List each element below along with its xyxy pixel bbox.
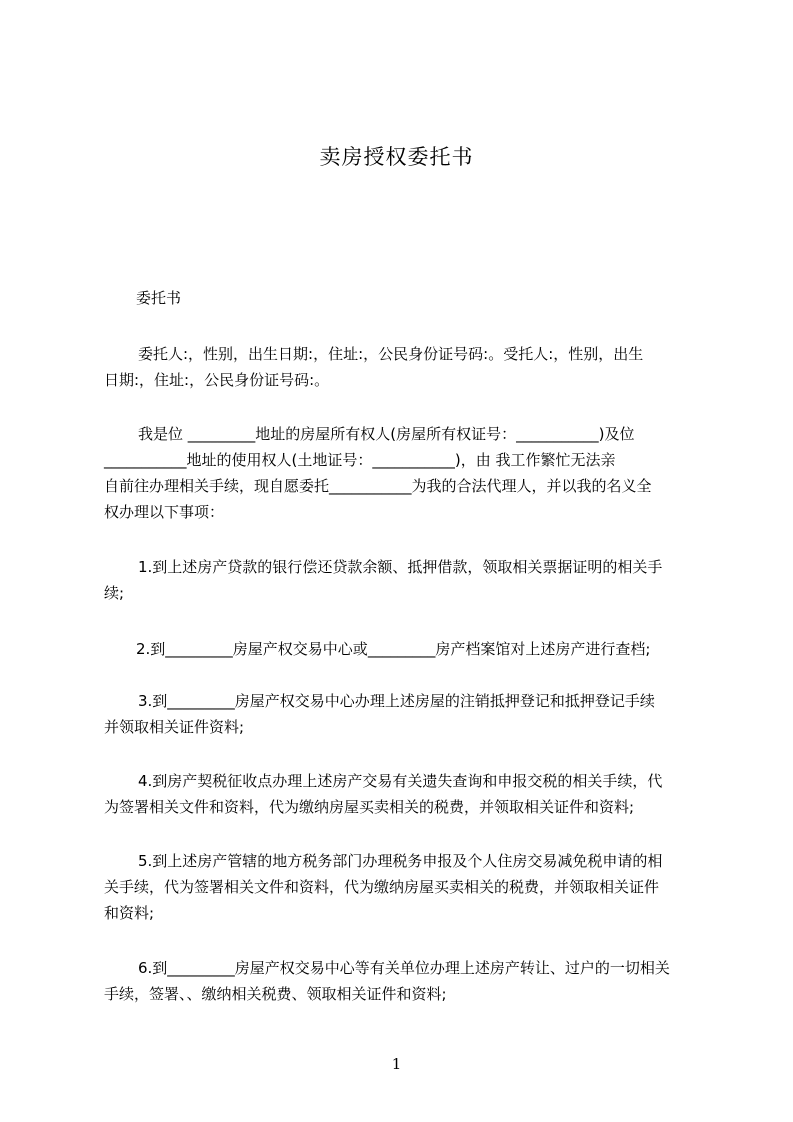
paragraph-item-4	[104, 768, 702, 820]
paragraph-line: 权办理以下事项：	[104, 503, 225, 521]
paragraph-principal-agent	[104, 341, 702, 393]
paragraph-line: 关手续，代为签署相关文件和资料，代为缴纳房屋买卖相关的税费，并领取相关证件	[104, 878, 660, 896]
paragraph-line: 6.到_________房屋产权交易中心等有关单位办理上述房产转让、过户的一切相关	[138, 959, 670, 977]
paragraph-ownership	[104, 421, 702, 525]
section-heading	[104, 285, 702, 311]
paragraph-line: 为签署相关文件和资料，代为缴纳房屋买卖相关的税费，并领取相关证件和资料;	[104, 798, 635, 816]
paragraph-line: 委托人:，性别，出生日期:，住址:，公民身份证号码:。受托人:，性别，出生	[138, 345, 644, 363]
paragraph-item-1	[104, 554, 702, 606]
paragraph-line: 我是位 _________地址的房屋所有权人(房屋所有权证号：___________)及位	[138, 425, 635, 443]
paragraph-item-5	[104, 848, 702, 926]
paragraph-item-2	[104, 636, 702, 662]
document-title: 卖房授权委托书	[319, 145, 474, 169]
paragraph-line: 3.到_________房屋产权交易中心办理上述房屋的注销抵押登记和抵押登记手续	[138, 692, 655, 710]
paragraph-line: 1.到上述房产贷款的银行偿还贷款余额、抵押借款，领取相关票据证明的相关手	[138, 558, 663, 576]
paragraph-item-3	[104, 688, 702, 740]
page-number: 1	[391, 1055, 402, 1073]
paragraph-line: 自前往办理相关手续，现自愿委托___________为我的合法代理人，并以我的名义全	[104, 477, 652, 495]
paragraph-line: 4.到房产契税征收点办理上述房产交易有关遗失查询和申报交税的相关手续，代	[138, 772, 663, 790]
paragraph-item-6	[104, 955, 702, 1007]
paragraph-line: 5.到上述房产管辖的地方税务部门办理税务申报及个人住房交易减免税申请的相	[138, 852, 663, 870]
paragraph-line: 手续，签署、、缴纳相关税费、领取相关证件和资料;	[104, 985, 447, 1003]
paragraph-line: 和资料;	[104, 904, 155, 922]
paragraph-line: ___________地址的使用权人(土地证号：___________)，由 我工作繁忙无法亲	[104, 451, 616, 469]
paragraph-line: 日期:，住址:，公民身份证号码:。	[104, 371, 330, 389]
paragraph-line: 并领取相关证件资料;	[104, 718, 245, 736]
paragraph-line: 2.到_________房屋产权交易中心或_________房产档案馆对上述房产进行查档;	[136, 640, 651, 658]
heading-line: 委托书	[136, 289, 182, 307]
paragraph-line: 续;	[104, 584, 125, 602]
